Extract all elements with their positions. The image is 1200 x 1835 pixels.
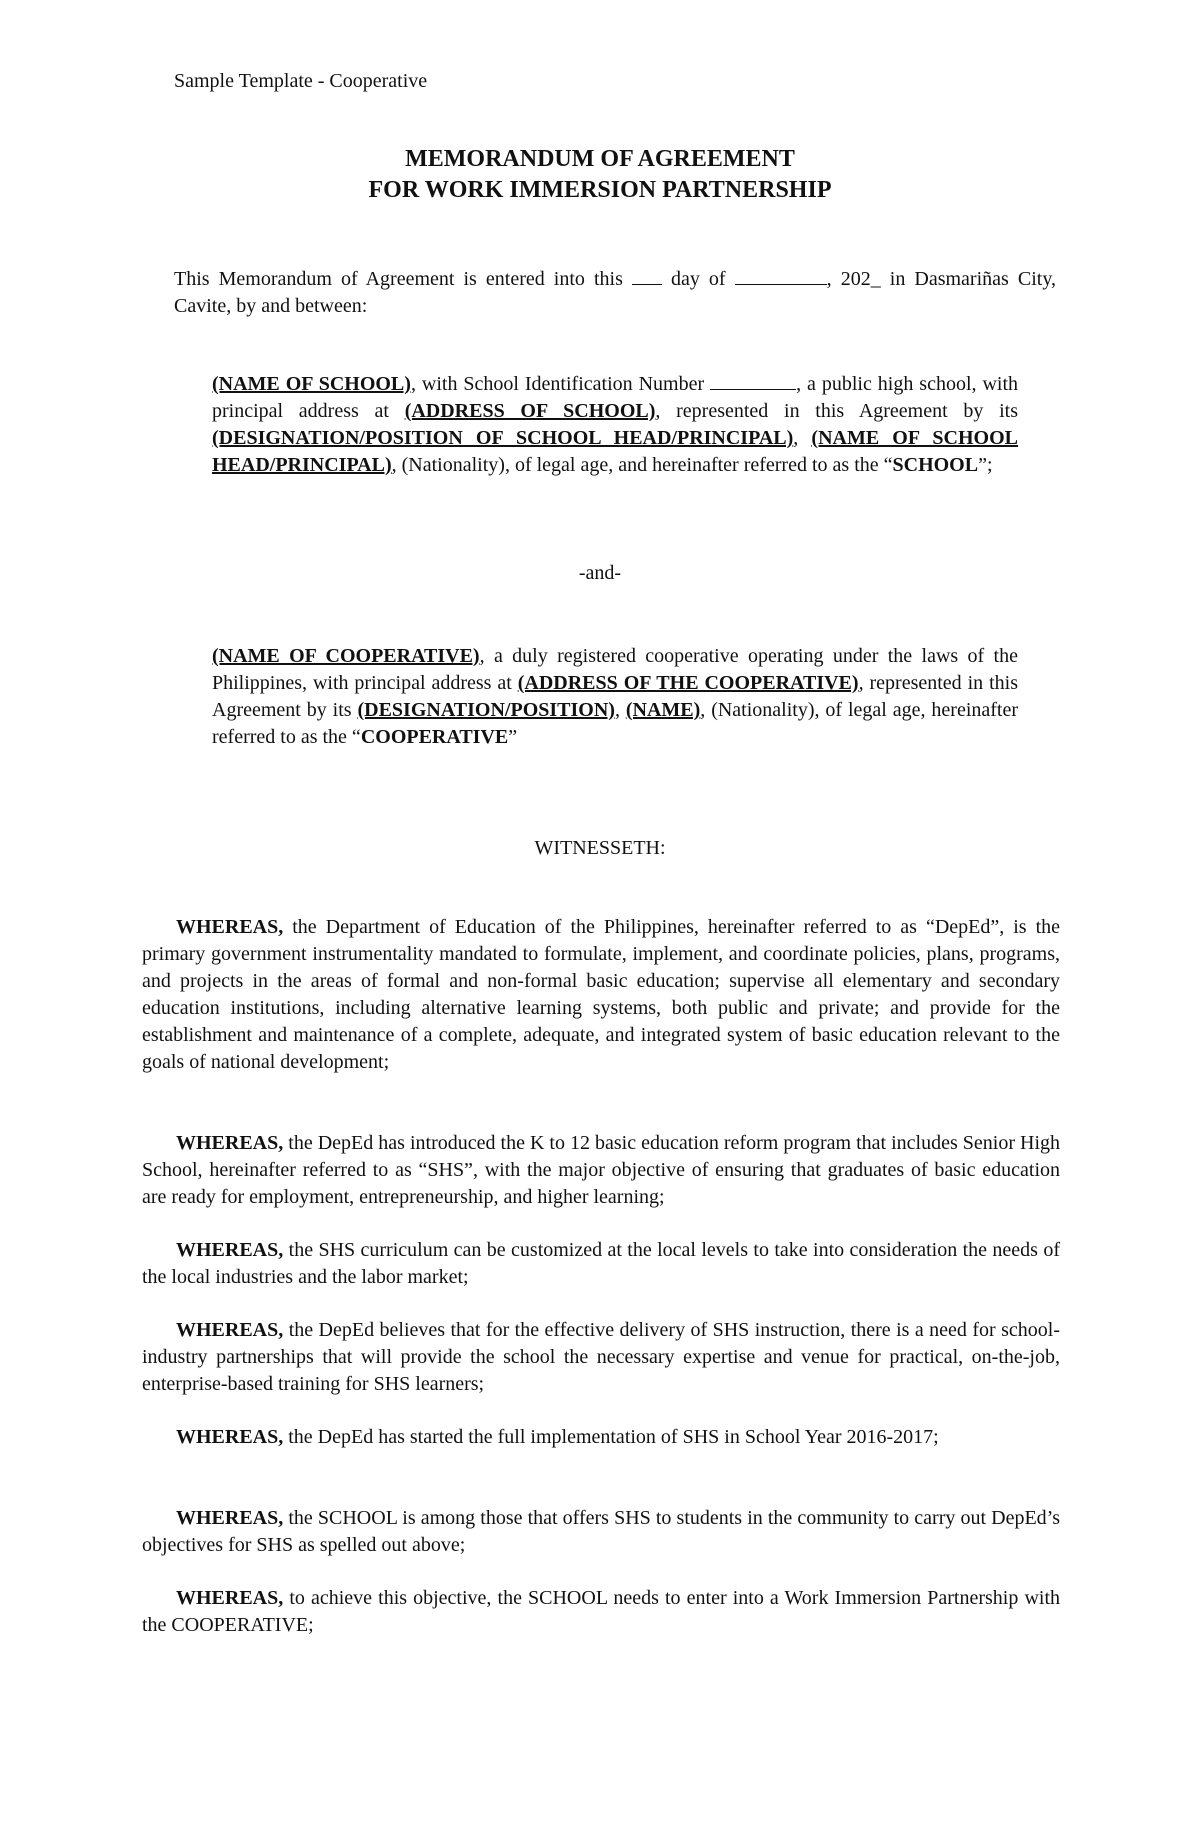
whereas-text: the DepEd has started the full implementation of SHS in School Year 2016-2017; (288, 1426, 939, 1448)
coop-alias: COOPERATIVE (360, 726, 509, 748)
whereas-clause (142, 1505, 1060, 1559)
whereas-clause (142, 914, 1060, 1076)
party2-text-5: ” (508, 726, 518, 748)
whereas-text: the DepEd has introduced the K to 12 basic education reform program that includes Senior High School, hereinafter referred to as “SHS”, with the major objective of ensuring that graduates of basic education are ready for employment, entrepreneurship, and higher learning; (142, 1132, 1060, 1208)
day-blank (632, 283, 662, 285)
intro-text-2: day of (671, 268, 726, 290)
party2-text-1: , a duly registered cooperative operating under the laws of the Philippines, with principal address at (212, 645, 1018, 694)
whereas-clause (142, 1130, 1060, 1211)
whereas-clause (142, 1317, 1060, 1398)
witnesseth-heading: WITNESSETH: (534, 837, 666, 859)
party2-text-2: , represented in this Agreement by its (212, 672, 1018, 721)
coop-designation-placeholder: (DESIGNATION/POSITION) (357, 699, 615, 721)
whereas-text: to achieve this objective, the SCHOOL needs to enter into a Work Immersion Partnership with the COOPERATIVE; (142, 1587, 1061, 1636)
coop-name-placeholder: (NAME OF COOPERATIVE) (212, 645, 480, 667)
designation-placeholder: (DESIGNATION/POSITION OF SCHOOL HEAD/PRINCIPAL) (212, 427, 794, 449)
whereas-label: WHEREAS, (176, 916, 284, 938)
intro-text-1: This Memorandum of Agreement is entered into this (174, 268, 623, 290)
school-id-blank (710, 388, 796, 390)
coop-rep-name-placeholder: (NAME) (625, 699, 701, 721)
party2-text-3: , (614, 699, 626, 721)
party1-text-4: , (793, 427, 812, 449)
party1-text-6: ”; (978, 454, 993, 476)
party2-text-4: , (Nationality), of legal age, hereinafter referred to as the “ (212, 699, 1019, 748)
whereas-text: the DepEd believes that for the effective delivery of SHS instruction, there is a need for school-industry partnerships that will provide the school the necessary expertise and venue for practical, on-the-job, enterprise-based training for SHS learners; (142, 1319, 1060, 1395)
whereas-text: the SHS curriculum can be customized at the local levels to take into consideration the needs of the local industries and the labor market; (142, 1239, 1061, 1288)
school-alias: SCHOOL (892, 454, 979, 476)
document-title (0, 144, 1200, 206)
whereas-text: the SCHOOL is among those that offers SHS to students in the community to carry out DepEd’s objectives for SHS as spelled out above; (142, 1507, 1061, 1556)
whereas-clause (142, 1424, 1060, 1451)
title-line-1: MEMORANDUM OF AGREEMENT (405, 146, 795, 172)
party-cooperative-paragraph (212, 643, 1018, 751)
whereas-label: WHEREAS, (176, 1319, 284, 1341)
whereas-label: WHEREAS, (176, 1507, 284, 1529)
whereas-clause (142, 1585, 1060, 1639)
whereas-label: WHEREAS, (176, 1426, 284, 1448)
school-address-placeholder: (ADDRESS OF SCHOOL) (404, 400, 656, 422)
whereas-label: WHEREAS, (176, 1132, 284, 1154)
school-name-placeholder: (NAME OF SCHOOL) (212, 373, 411, 395)
head-name-placeholder: (NAME OF SCHOOL HEAD/PRINCIPAL) (212, 427, 1019, 476)
intro-paragraph (174, 266, 1056, 320)
title-line-2: FOR WORK IMMERSION PARTNERSHIP (368, 177, 832, 203)
coop-address-placeholder: (ADDRESS OF THE COOPERATIVE) (517, 672, 859, 694)
party1-text-1: , with School Identification Number (410, 373, 705, 395)
party-school-paragraph (212, 371, 1018, 479)
whereas-label: WHEREAS, (176, 1239, 284, 1261)
month-blank (735, 283, 827, 285)
whereas-label: WHEREAS, (176, 1587, 284, 1609)
party1-text-5: , (Nationality), of legal age, and hereinafter referred to as the “ (391, 454, 893, 476)
whereas-clause (142, 1237, 1060, 1291)
party1-text-3: , represented in this Agreement by its (655, 400, 1019, 422)
and-separator: -and- (578, 562, 622, 584)
whereas-text: the Department of Education of the Philippines, hereinafter referred to as “DepEd”, is the primary government instrumentality mandated to formulate, implement, and coordinate policies, plans, programs, and projects in the areas of formal and non-formal basic education; supervise all elementary and secondary education institutions, including alternative learning systems, both public and private; and provide for the establishment and maintenance of a complete, adequate, and integrated system of basic education relevant to the goals of national development; (142, 916, 1061, 1073)
intro-text-3: , 202_ in Dasmariñas City, Cavite, by and between: (174, 268, 1057, 317)
party1-text-2: , a public high school, with principal address at (212, 373, 1019, 422)
template-header: Sample Template - Cooperative (174, 70, 428, 92)
